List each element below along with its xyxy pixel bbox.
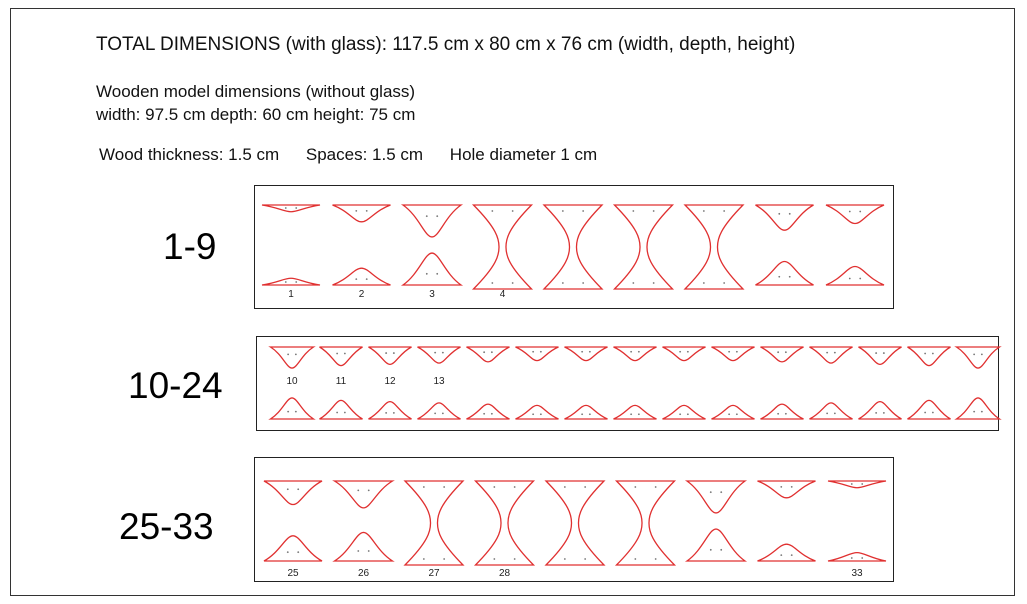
hole-mark (491, 282, 493, 284)
hole-mark (851, 483, 853, 485)
hole-mark (630, 413, 632, 415)
hole-mark (883, 352, 885, 354)
hole-mark (834, 412, 836, 414)
hole-mark (366, 278, 368, 280)
hole-mark (875, 352, 877, 354)
bottom-cap-piece (957, 398, 1000, 419)
hole-mark (493, 558, 495, 560)
hole-mark (932, 353, 934, 355)
top-cap-piece (614, 347, 657, 361)
top-cap-piece (565, 347, 608, 361)
hole-mark (859, 211, 861, 213)
hole-mark (703, 282, 705, 284)
hole-mark (385, 352, 387, 354)
hole-mark (736, 351, 738, 353)
hole-mark (736, 413, 738, 415)
hole-mark (582, 282, 584, 284)
bottom-cap-piece (828, 553, 886, 561)
hole-mark (932, 412, 934, 414)
hole-mark (655, 558, 657, 560)
bottom-cap-piece (418, 403, 461, 419)
hole-mark (483, 351, 485, 353)
hole-mark (295, 207, 297, 209)
hole-mark (512, 210, 514, 212)
hole-mark (562, 282, 564, 284)
hole-mark (512, 282, 514, 284)
hole-mark (973, 411, 975, 413)
piece-number: 25 (287, 568, 299, 579)
hole-mark (357, 550, 359, 552)
hole-mark (849, 211, 851, 213)
cut-panel-1-9 (254, 185, 894, 309)
hole-mark (423, 486, 425, 488)
piece-number: 33 (851, 568, 863, 579)
hole-mark (653, 210, 655, 212)
hole-mark (720, 491, 722, 493)
hole-mark (442, 412, 444, 414)
hole-mark (589, 351, 591, 353)
hole-mark (581, 351, 583, 353)
hole-mark (562, 210, 564, 212)
hole-mark (336, 412, 338, 414)
hole-mark (344, 353, 346, 355)
wooden-model-title: Wooden model dimensions (without glass) (96, 82, 416, 101)
hole-mark (493, 486, 495, 488)
bottom-cap-piece (810, 403, 853, 419)
cut-sheet-25-33 (255, 458, 895, 583)
hourglass-piece (476, 481, 534, 565)
hole-mark (491, 413, 493, 415)
hole-mark (355, 278, 357, 280)
hole-mark (355, 210, 357, 212)
hole-mark (859, 278, 861, 280)
hole-mark (285, 281, 287, 283)
cut-sheet-10-24 (257, 337, 1000, 432)
hole-mark (297, 488, 299, 490)
wood-thickness-text: Wood thickness: 1.5 cm (99, 145, 280, 164)
hole-mark (634, 558, 636, 560)
hole-mark (368, 550, 370, 552)
top-cap-piece (320, 347, 363, 366)
hole-mark (632, 282, 634, 284)
hole-mark (423, 558, 425, 560)
hole-mark (861, 557, 863, 559)
hole-mark (443, 486, 445, 488)
hole-mark (426, 273, 428, 275)
hourglass-piece (615, 205, 673, 289)
hole-mark (540, 351, 542, 353)
hole-mark (653, 282, 655, 284)
hourglass-piece (474, 205, 532, 289)
bottom-cap-piece (761, 404, 804, 419)
top-cap-piece (826, 205, 884, 223)
top-cap-piece (403, 205, 461, 237)
hole-mark (287, 551, 289, 553)
bottom-cap-piece (908, 400, 951, 419)
hole-mark (973, 353, 975, 355)
bottom-cap-piece (756, 261, 814, 285)
spaces-text: Spaces: 1.5 cm (305, 145, 424, 164)
bottom-cap-piece (369, 402, 412, 419)
wooden-model-dimensions: width: 97.5 cm depth: 60 cm height: 75 cm (96, 105, 416, 124)
hole-mark (366, 210, 368, 212)
piece-number: 4 (499, 289, 506, 300)
hole-mark (849, 278, 851, 280)
hole-diameter-text: Hole diameter 1 cm (449, 145, 598, 164)
bottom-cap-piece (262, 278, 320, 285)
hole-mark (368, 490, 370, 492)
hole-mark (728, 413, 730, 415)
group-label-1-9: 1-9 (163, 226, 217, 267)
hole-mark (295, 411, 297, 413)
hole-mark (336, 353, 338, 355)
hole-mark (789, 213, 791, 215)
bottom-cap-piece (859, 402, 902, 419)
hole-mark (710, 549, 712, 551)
top-cap-piece (758, 481, 816, 498)
hole-mark (564, 486, 566, 488)
hole-mark (851, 557, 853, 559)
hole-mark (780, 554, 782, 556)
top-cap-piece (262, 205, 320, 212)
hole-mark (778, 276, 780, 278)
hole-mark (687, 413, 689, 415)
hole-mark (564, 558, 566, 560)
top-cap-piece (271, 347, 314, 368)
hole-mark (344, 412, 346, 414)
bottom-cap-piece (614, 405, 657, 419)
hole-mark (532, 351, 534, 353)
hole-mark (584, 486, 586, 488)
top-cap-piece (828, 481, 886, 488)
hole-mark (981, 411, 983, 413)
hole-mark (687, 351, 689, 353)
hole-mark (777, 413, 779, 415)
bottom-cap-piece (333, 268, 391, 285)
hole-mark (532, 413, 534, 415)
hole-mark (723, 210, 725, 212)
hole-mark (582, 210, 584, 212)
hole-mark (679, 351, 681, 353)
hole-mark (393, 352, 395, 354)
hole-mark (287, 488, 289, 490)
hole-mark (295, 353, 297, 355)
group-label-10-24: 10-24 (128, 365, 223, 406)
top-cap-piece (908, 347, 951, 366)
hole-mark (720, 549, 722, 551)
hole-mark (924, 353, 926, 355)
cut-sheet-1-9 (255, 186, 895, 310)
top-cap-piece (712, 347, 755, 361)
hole-mark (297, 551, 299, 553)
hole-mark (703, 210, 705, 212)
hole-mark (634, 486, 636, 488)
hole-mark (789, 276, 791, 278)
hourglass-piece (617, 481, 675, 565)
piece-number: 28 (498, 568, 511, 579)
hole-mark (826, 412, 828, 414)
bottom-cap-piece (712, 405, 755, 419)
bottom-cap-piece (826, 267, 884, 285)
material-specs (99, 145, 619, 165)
hole-mark (287, 411, 289, 413)
hole-mark (287, 353, 289, 355)
bottom-cap-piece (516, 405, 559, 419)
hole-mark (778, 213, 780, 215)
bottom-cap-piece (663, 405, 706, 419)
piece-number: 11 (335, 376, 347, 387)
top-cap-piece (687, 481, 745, 513)
bottom-cap-piece (687, 529, 745, 561)
piece-number: 13 (433, 376, 445, 387)
hole-mark (426, 215, 428, 217)
hole-mark (924, 412, 926, 414)
hole-mark (723, 282, 725, 284)
top-cap-piece (761, 347, 804, 362)
hole-mark (777, 351, 779, 353)
hole-mark (436, 273, 438, 275)
cut-panel-25-33 (254, 457, 894, 582)
hole-mark (434, 412, 436, 414)
hourglass-piece (405, 481, 463, 565)
piece-number: 26 (357, 568, 370, 579)
bottom-cap-piece (271, 398, 314, 419)
piece-number: 3 (429, 289, 435, 300)
hole-mark (679, 413, 681, 415)
hole-mark (393, 412, 395, 414)
hole-mark (436, 215, 438, 217)
hole-mark (589, 413, 591, 415)
cut-panel-10-24 (256, 336, 999, 431)
hole-mark (791, 486, 793, 488)
hole-mark (834, 352, 836, 354)
hole-mark (491, 351, 493, 353)
hole-mark (514, 486, 516, 488)
piece-number: 12 (384, 376, 396, 387)
hole-mark (584, 558, 586, 560)
top-cap-piece (516, 347, 559, 361)
hole-mark (826, 352, 828, 354)
hole-mark (630, 351, 632, 353)
hole-mark (883, 412, 885, 414)
hole-mark (483, 413, 485, 415)
hole-mark (491, 210, 493, 212)
top-cap-piece (663, 347, 706, 361)
hole-mark (632, 210, 634, 212)
hole-mark (638, 413, 640, 415)
hole-mark (443, 558, 445, 560)
hole-mark (981, 353, 983, 355)
hourglass-piece (544, 205, 602, 289)
top-cap-piece (467, 347, 510, 362)
hole-mark (434, 352, 436, 354)
hole-mark (791, 554, 793, 556)
bottom-cap-piece (758, 544, 816, 561)
piece-number: 2 (358, 289, 365, 300)
hole-mark (728, 351, 730, 353)
hole-mark (514, 558, 516, 560)
bottom-cap-piece (467, 404, 510, 419)
top-cap-piece (335, 481, 393, 508)
hole-mark (780, 486, 782, 488)
bottom-cap-piece (565, 405, 608, 419)
hole-mark (357, 490, 359, 492)
hole-mark (875, 412, 877, 414)
hole-mark (581, 413, 583, 415)
piece-number: 10 (286, 376, 298, 387)
top-cap-piece (859, 347, 902, 364)
top-cap-piece (810, 347, 853, 363)
hole-mark (285, 207, 287, 209)
group-label-25-33: 25-33 (119, 506, 214, 547)
hole-mark (638, 351, 640, 353)
top-cap-piece (756, 205, 814, 230)
total-dimensions-text: TOTAL DIMENSIONS (with glass): 117.5 cm x 80 cm x 76 cm (width, depth, height) (96, 34, 796, 55)
hole-mark (295, 281, 297, 283)
bottom-cap-piece (320, 400, 363, 419)
hole-mark (785, 351, 787, 353)
piece-number: 27 (428, 568, 440, 579)
hourglass-piece (546, 481, 604, 565)
hole-mark (442, 352, 444, 354)
top-cap-piece (264, 481, 322, 505)
hole-mark (710, 491, 712, 493)
hole-mark (655, 486, 657, 488)
top-cap-piece (333, 205, 391, 222)
hole-mark (861, 483, 863, 485)
hourglass-piece (685, 205, 743, 289)
top-cap-piece (957, 347, 1000, 368)
piece-number: 1 (288, 289, 294, 300)
top-cap-piece (369, 347, 412, 364)
hole-mark (385, 412, 387, 414)
bottom-cap-piece (403, 253, 461, 285)
hole-mark (785, 413, 787, 415)
top-cap-piece (418, 347, 461, 363)
bottom-cap-piece (335, 532, 393, 561)
bottom-cap-piece (264, 536, 322, 561)
hole-mark (540, 413, 542, 415)
